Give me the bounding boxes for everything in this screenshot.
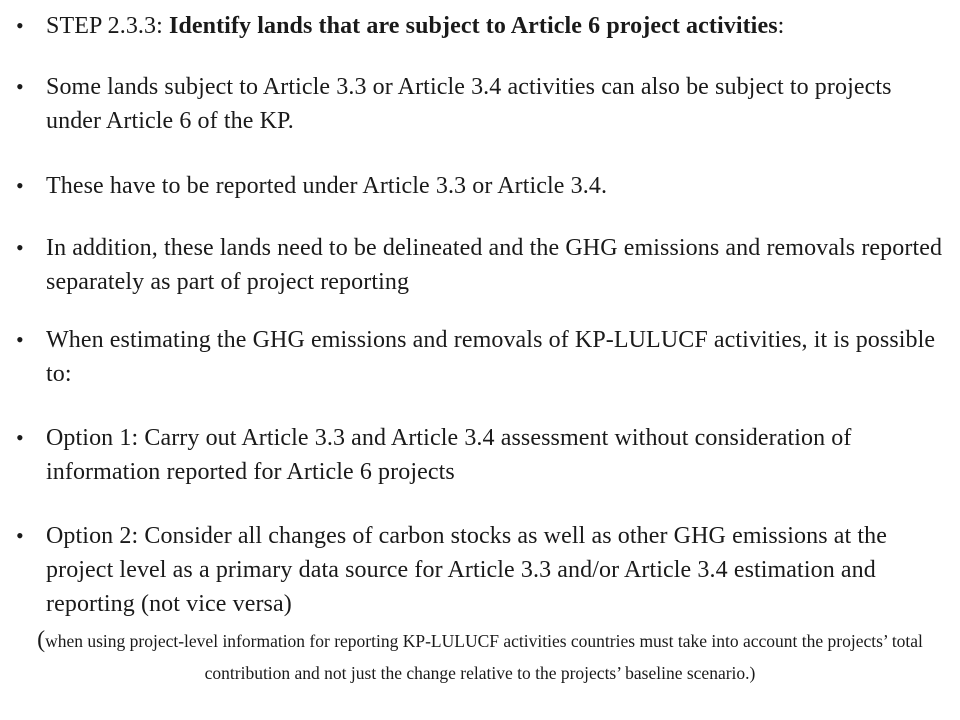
bullet-text: When estimating the GHG emissions and removals of KP-LULUCF activities, it is possible to: — [46, 327, 936, 387]
bullet-text: These have to be reported under Article 3.3 or Article 3.4. — [46, 173, 608, 199]
footnote-text: when using project-level information for reporting KP-LULUCF activities countries must take into account the projects’ total contribution and not just the change relative to the projects’ baseline scenario.) — [45, 631, 923, 683]
step-colon: : — [777, 13, 785, 39]
bullet-dot: • — [16, 327, 24, 352]
footnote — [0, 624, 960, 689]
footnote-open-paren: ( — [37, 627, 46, 653]
bullet-dot: • — [16, 13, 24, 38]
bullet-dot: • — [16, 235, 24, 260]
bullet-text: Some lands subject to Article 3.3 or Article 3.4 activities can also be subject to projects under Article 6 of the KP. — [46, 74, 892, 134]
bullet-dot: • — [16, 523, 24, 548]
bullet-text: Option 1: Carry out Article 3.3 and Article 3.4 assessment without consideration of information reported for Article 6 projects — [46, 425, 852, 485]
bullet-text: Option 2: Consider all changes of carbon stocks as well as other GHG emissions at the project level as a primary data source for Article 3.3 and/or Article 3.4 estimation and reporting (not vice versa) — [46, 523, 887, 617]
bullet-dot: • — [16, 425, 24, 450]
step-heading: Identify lands that are subject to Article 6 project activities — [169, 13, 778, 39]
bullet-text — [46, 9, 951, 43]
step-label: STEP 2.3.3: — [46, 13, 169, 39]
bullet-text: In addition, these lands need to be delineated and the GHG emissions and removals reported separately as part of project reporting — [46, 235, 943, 295]
bullet-dot: • — [16, 173, 24, 198]
bullet-dot: • — [16, 74, 24, 99]
